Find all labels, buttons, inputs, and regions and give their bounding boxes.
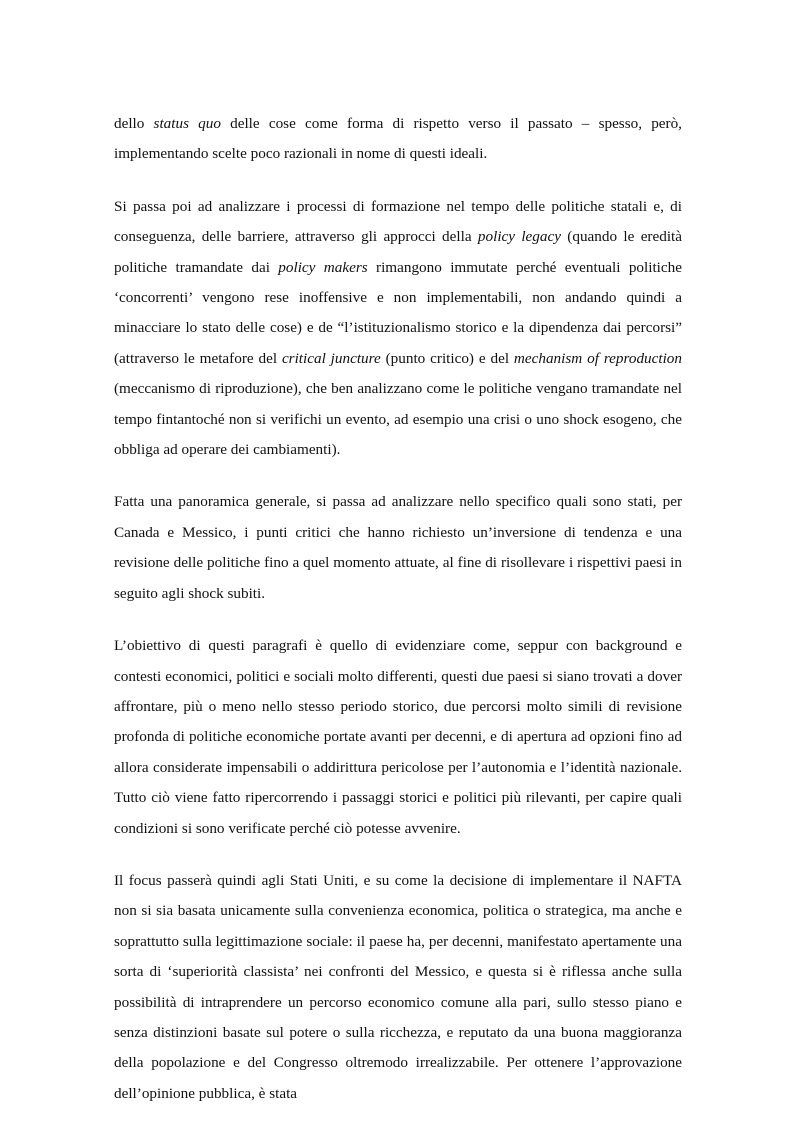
text-run: Fatta una panoramica generale, si passa ad analizzare nello specifico quali sono stati, per Canada e Messico, i punti critici che hanno richiesto un’inversione di tendenza e una revisione delle politiche fino a quel momento attuate, al fine di risollevare i rispettivi paesi in seguito agli shock subiti. — [114, 493, 682, 602]
text-run: L’obiettivo di questi paragrafi è quello di evidenziare come, seppur con background e contesti economici, politici e sociali molto differenti, questi due paesi si siano trovati a dover affrontare, più o meno nello stesso periodo storico, due percorsi molto simili di revisione profonda di politiche economiche portate avanti per decenni, e di apertura ad opzioni fino ad allora considerate impensabili o addirittura pericolose per l’autonomia e l’identità nazionale. Tutto ciò viene fatto ripercorrendo i passaggi storici e politici più rilevanti, per capire quali condizioni si sono verificate perché ciò potesse avvenire. — [114, 637, 682, 837]
text-run: (quando le eredità politiche tramandate dai — [114, 228, 683, 276]
italic-term: status quo — [153, 115, 221, 132]
italic-term: critical juncture — [281, 349, 381, 367]
text-run: Si passa poi ad analizzare i processi di formazione nel tempo delle politiche statali e, di conseguenza, delle barriere, attraverso gli approcci della — [114, 197, 682, 246]
italic-term: mechanism of reproduction — [513, 349, 682, 367]
paragraph-2 — [114, 192, 682, 466]
text-run: dello — [114, 115, 154, 132]
paragraph-4 — [114, 631, 682, 844]
document-page — [114, 109, 682, 1131]
text-run: (punto critico) e del — [380, 349, 514, 367]
text-run: rimangono immutate perché eventuali politiche ‘concorrenti’ vengono rese inoffensive e non implementabili, non andando quindi a minacciare lo stato delle cose) e de “l’istituzionalismo storico e la dipendenza dai percorsi” (attraverso le metafore del — [114, 258, 682, 367]
paragraph-5 — [114, 866, 682, 1109]
italic-term: policy makers — [278, 258, 368, 276]
italic-term: policy legacy — [477, 228, 561, 246]
paragraph-3 — [114, 487, 682, 609]
text-run: (meccanismo di riproduzione), che ben analizzano come le politiche vengano tramandate nel tempo fintantoché non si verifichi un evento, ad esempio una crisi o uno shock esogeno, che obbliga ad operare dei cambiamenti). — [114, 380, 682, 459]
text-run: delle cose come forma di rispetto verso il passato – spesso, però, implementando scelte poco razionali in nome di questi ideali. — [114, 115, 682, 163]
paragraph-1 — [114, 109, 682, 170]
text-run: Il focus passerà quindi agli Stati Uniti, e su come la decisione di implementare il NAFTA non si sia basata unicamente sulla convenienza economica, politica o strategica, ma anche e soprattutto sulla legittimazione sociale: il paese ha, per decenni, manifestato apertamente una sorta di ‘superiorità classista’ nei confronti del Messico, e questa si è riflessa anche sulla possibilità di intraprendere un percorso economico comune alla pari, sullo stesso piano e senza distinzioni basate sul potere o sulla ricchezza, e reputato da una buona maggioranza della popolazione e del Congresso oltremodo irrealizzabile. Per ottenere l’approvazione dell’opinione pubblica, è stata — [114, 871, 682, 1102]
